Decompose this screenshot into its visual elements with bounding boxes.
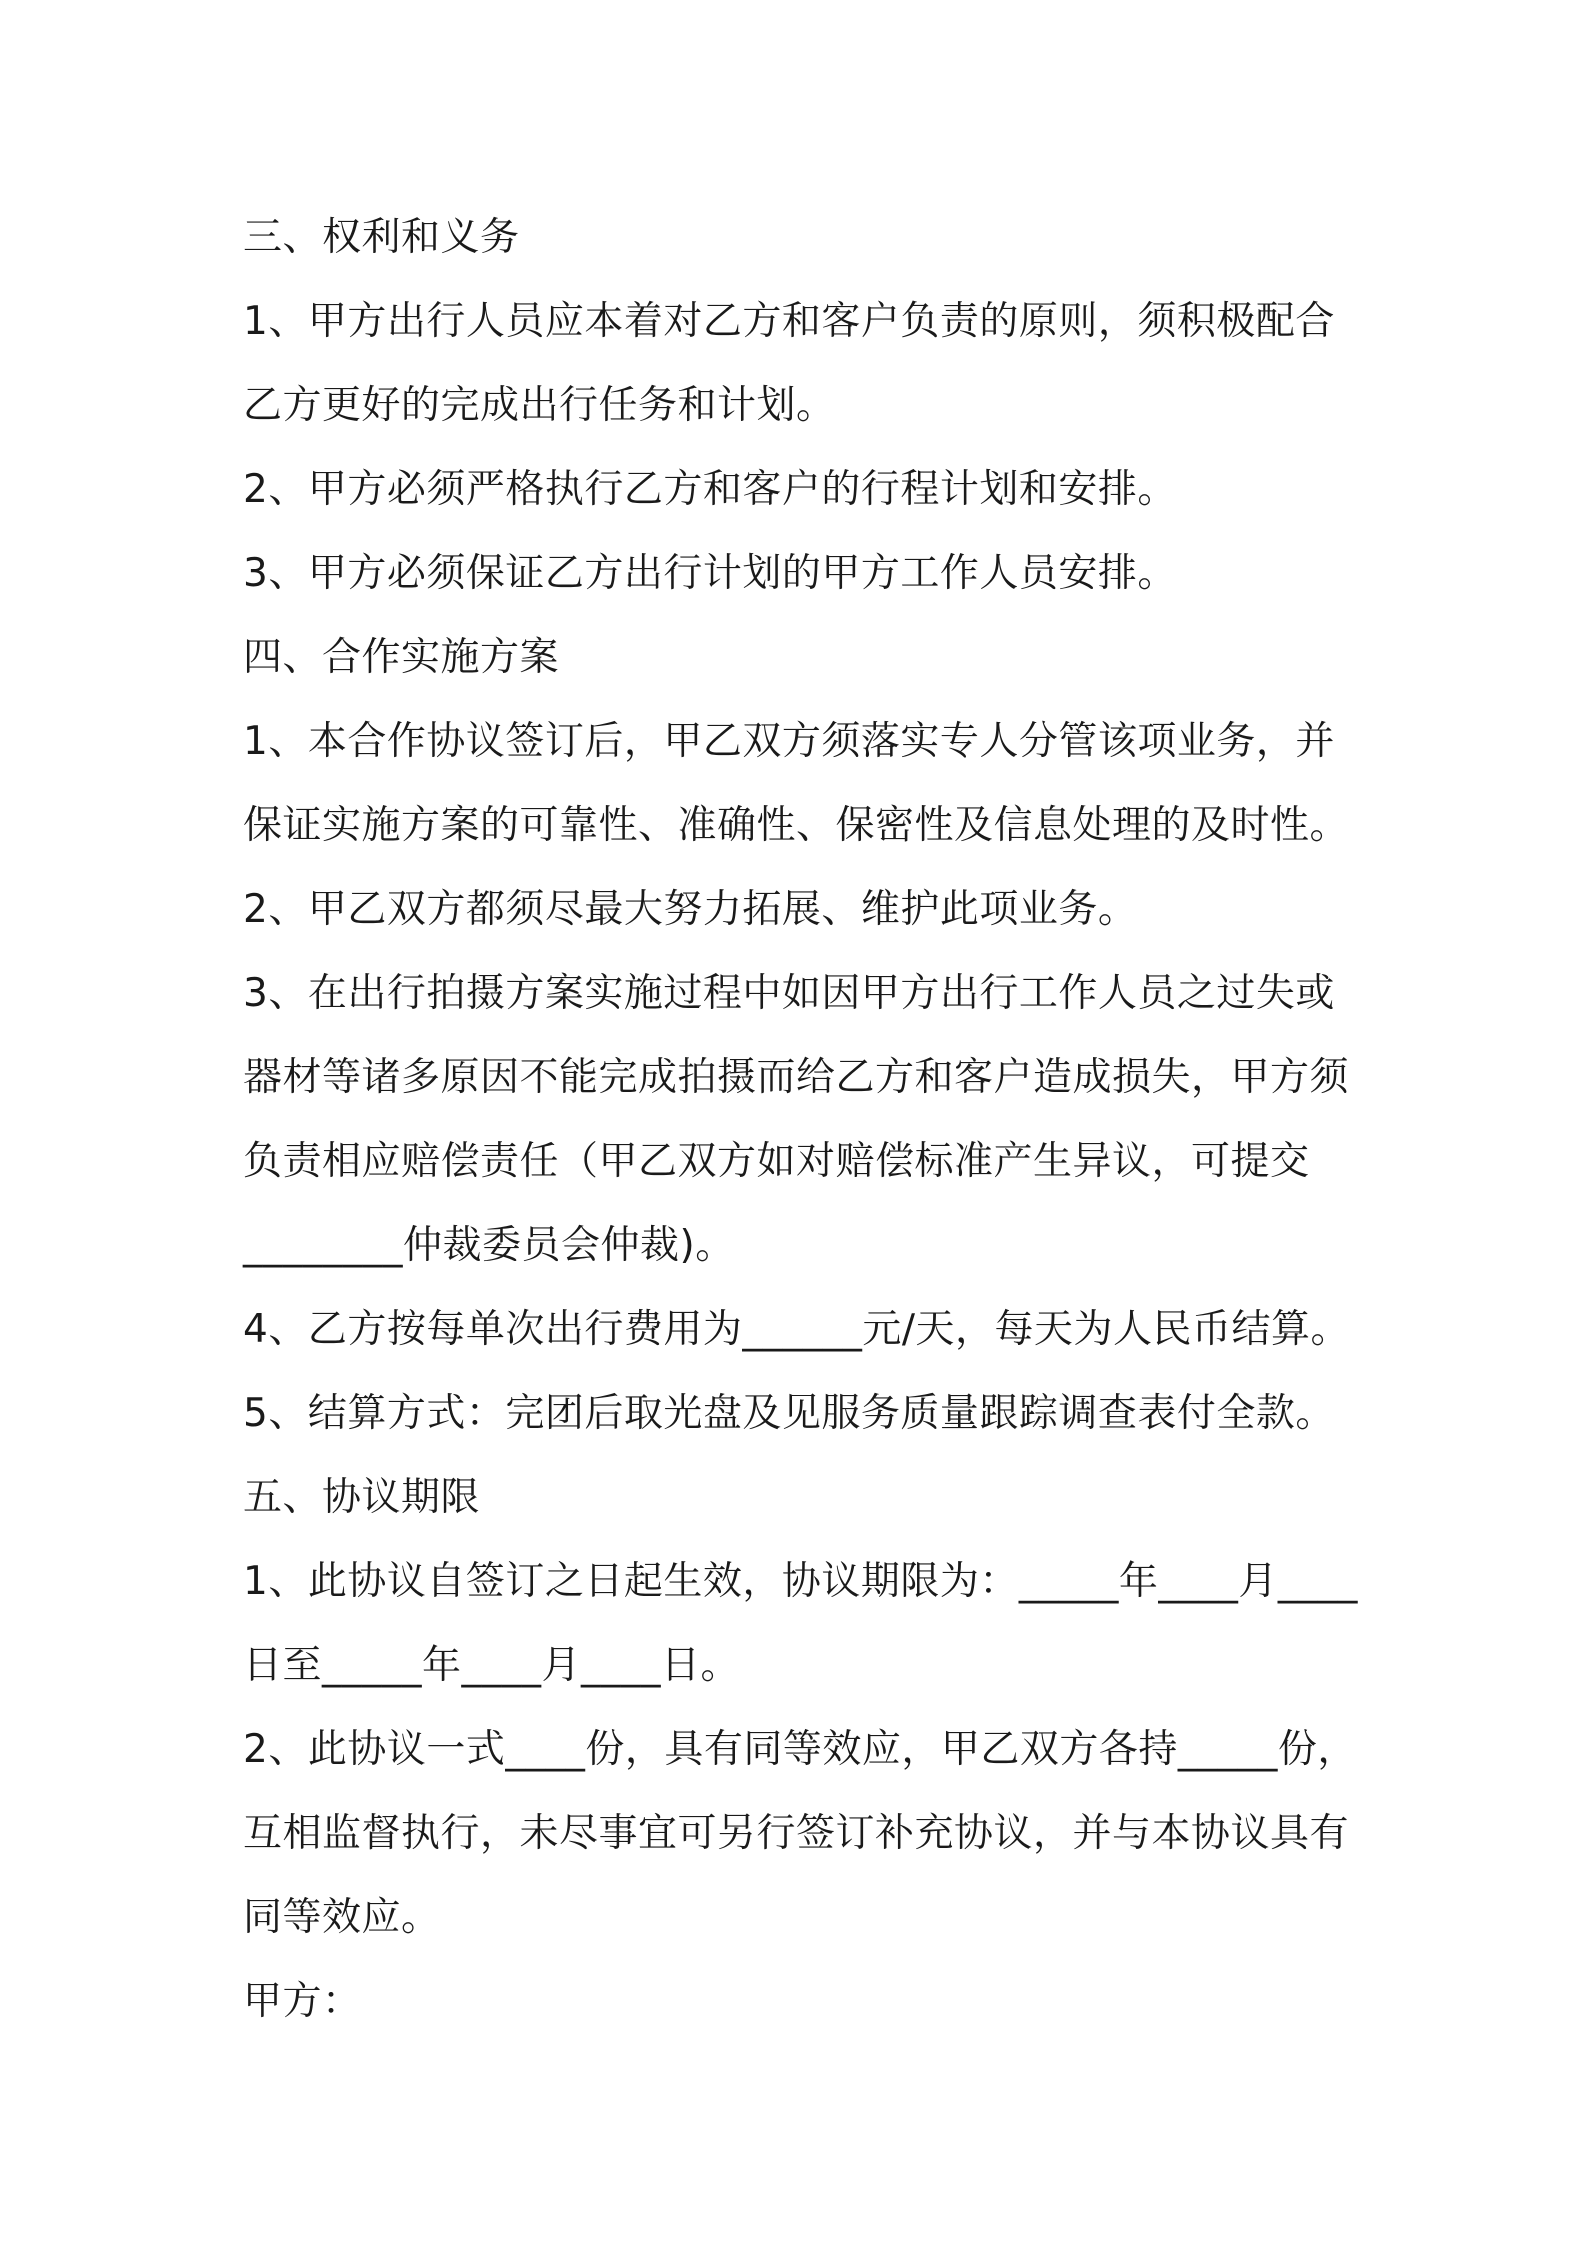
paragraph-line: 同等效应。	[243, 1895, 441, 1940]
paragraph-line: 器材等诸多原因不能完成拍摄而给乙方和客户造成损失，甲方须	[243, 1055, 1350, 1100]
paragraph-line: 1、本合作协议签订后，甲乙双方须落实专人分管该项业务，并	[243, 719, 1335, 764]
paragraph-line: 2、甲方必须严格执行乙方和客户的行程计划和安排。	[243, 467, 1177, 512]
paragraph-line: 1、甲方出行人员应本着对乙方和客户负责的原则，须积极配合	[243, 299, 1335, 344]
paragraph-line: 互相监督执行，未尽事宜可另行签订补充协议，并与本协议具有	[243, 1811, 1350, 1856]
paragraph-line: 2、此协议一式____份，具有同等效应，甲乙双方各持_____份，	[243, 1727, 1357, 1772]
section-heading-rights: 三、权利和义务	[243, 215, 520, 260]
paragraph-line: 乙方更好的完成出行任务和计划。	[243, 383, 836, 428]
paragraph-line: 2、甲乙双方都须尽最大努力拓展、维护此项业务。	[243, 887, 1138, 932]
paragraph-line: 3、甲方必须保证乙方出行计划的甲方工作人员安排。	[243, 551, 1177, 596]
signature-label-party-a: 甲方：	[243, 1979, 362, 2024]
document-body	[243, 196, 1373, 2044]
section-heading-term: 五、协议期限	[243, 1475, 481, 1520]
paragraph-line: 4、乙方按每单次出行费用为______元/天，每天为人民币结算。	[243, 1307, 1350, 1352]
paragraph-line: 负责相应赔偿责任（甲乙双方如对赔偿标准产生异议，可提交	[243, 1139, 1310, 1184]
paragraph-line: 3、在出行拍摄方案实施过程中如因甲方出行工作人员之过失或	[243, 971, 1335, 1016]
paragraph-line: 5、结算方式：完团后取光盘及见服务质量跟踪调查表付全款。	[243, 1391, 1335, 1436]
section-heading-plan: 四、合作实施方案	[243, 635, 560, 680]
paragraph-line: ________仲裁委员会仲裁)。	[243, 1223, 735, 1268]
paragraph-line: 保证实施方案的可靠性、准确性、保密性及信息处理的及时性。	[243, 803, 1350, 848]
paragraph-line: 1、此协议自签订之日起生效，协议期限为：_____年____月____	[243, 1559, 1358, 1604]
paragraph-line: 日至_____年____月____日。	[243, 1643, 741, 1688]
